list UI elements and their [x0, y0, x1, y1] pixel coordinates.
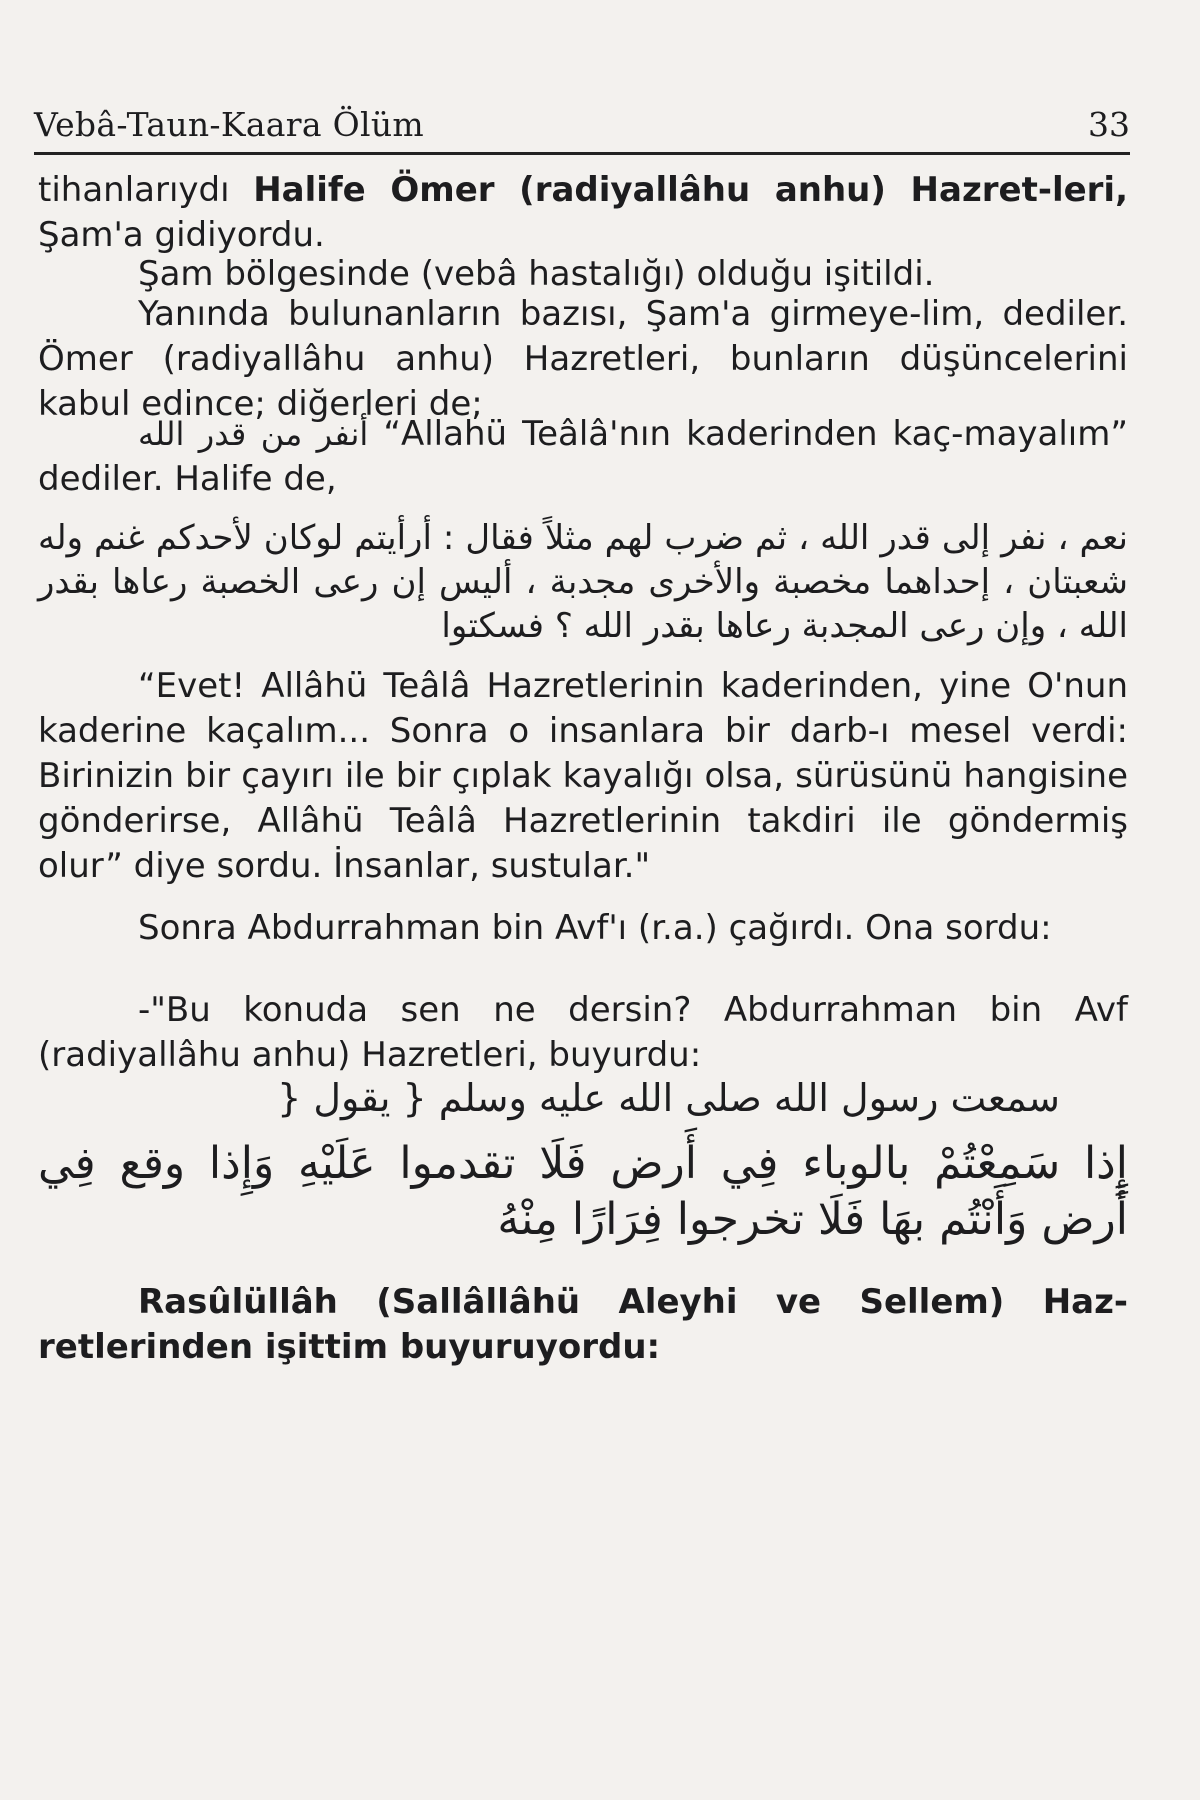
- paragraph-4-arabic: أنفر من قدر الله: [138, 415, 369, 453]
- arabic-quote-1: نعم ، نفر إلى قدر الله ، ثم ضرب لهم مثلاً فقال : أرأيتم لوكان لأحدكم غنم وله شعبتان ، إحداهما مخصبة والأخرى مجدبة ، أليس إن رعى الخصبة رعاها بقدر الله ، وإن رعى المجدبة رعاها بقدر الله ؟ فسكتوا: [38, 518, 1128, 646]
- arabic-hadith: إِذا سَمِعْتُمْ بالوباء فِي أَرض فَلَا تقدموا عَلَيْهِ وَإِذا وقع فِي أَرض وَأَنْتُم بهَا فَلَا تخرجوا فِرَارًا مِنْهُ: [38, 1138, 1128, 1245]
- paragraph-8-bold: Rasûlüllâh (Sallâllâhü Aleyhi ve Sellem) Haz-retlerinden işittim buyuruyordu:: [38, 1282, 1128, 1367]
- page-number: 33: [1088, 105, 1130, 144]
- paragraph-3: Yanında bulunanların bazısı, Şam'a girmeye-lim, dediler. Ömer (radiyallâhu anhu) Hazretleri, bunların düşüncelerini kabul edince; diğerleri de;: [38, 294, 1128, 424]
- paragraph-8: [38, 1280, 1128, 1370]
- arabic-quote-2: سمعت رسول الله صلى الله عليه وسلم { يقول {: [277, 1076, 1060, 1120]
- running-title: Vebâ-Taun-Kaara Ölüm: [34, 105, 424, 144]
- paragraph-6: Sonra Abdurrahman bin Avf'ı (r.a.) çağırdı. Ona sordu:: [138, 908, 1052, 948]
- paragraph-2: Şam bölgesinde (vebâ hastalığı) olduğu işitildi.: [138, 254, 935, 294]
- paragraph-4-text: “Allahü Teâlâ'nın kaderinden kaç-mayalım” dediler. Halife de,: [38, 414, 1128, 499]
- paragraph-5: “Evet! Allâhü Teâlâ Hazretlerinin kaderinden, yine O'nun kaderine kaçalım... Sonra o insanlara bir darb-ı mesel verdi: Birinizin bir çayırı ile bir çıplak kayalığı olsa, sürüsünü hangisine gönderirse, Allâhü Teâlâ Hazretlerinin takdiri ile göndermiş olur” diye sordu. İnsanlar, sustular.": [38, 666, 1128, 886]
- paragraph-7: -"Bu konuda sen ne dersin? Abdurrahman bin Avf (radiyallâhu anhu) Hazretleri, buyurdu:: [38, 990, 1128, 1075]
- paragraph-1: [38, 168, 1128, 258]
- paragraph-1-lead: tihanlarıydı: [38, 170, 230, 210]
- running-header: [34, 100, 1130, 155]
- paragraph-1-bold: Halife Ömer (radiyallâhu anhu) Hazret-leri,: [253, 170, 1128, 210]
- paragraph-4: [38, 412, 1128, 502]
- paragraph-1-rest: Şam'a gidiyordu.: [38, 215, 325, 255]
